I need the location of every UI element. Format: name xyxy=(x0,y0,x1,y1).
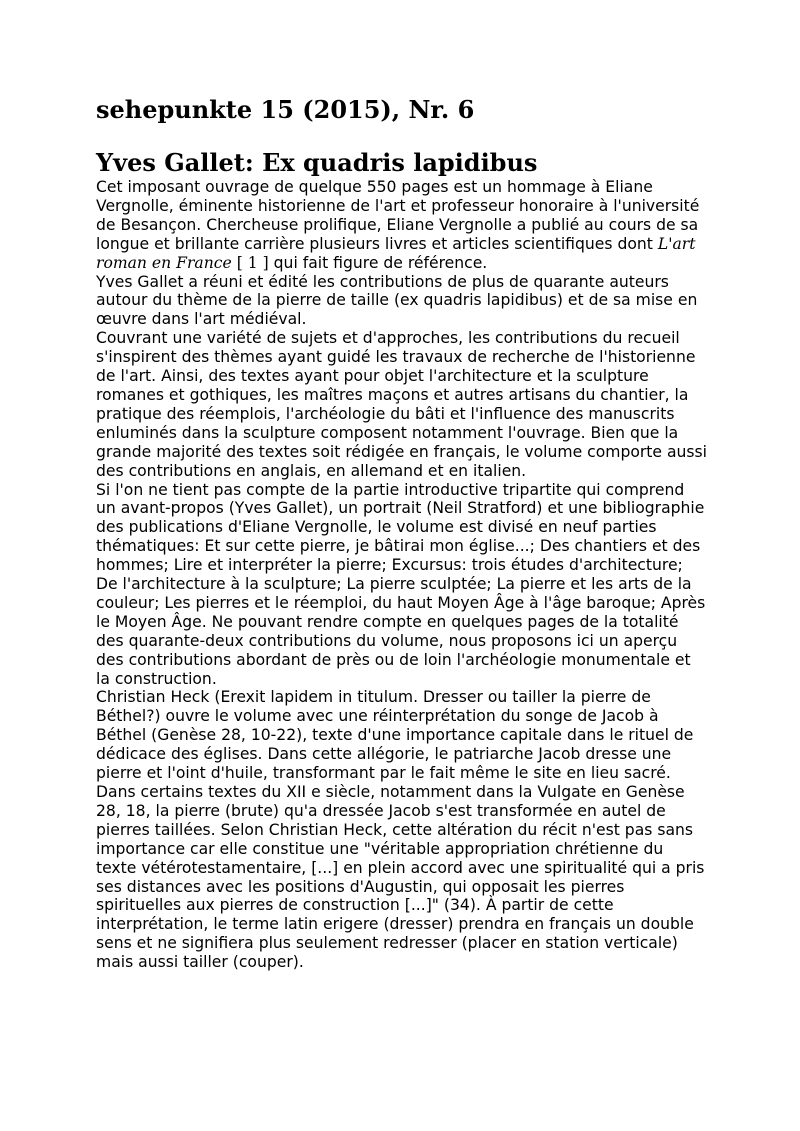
article-title: Yves Gallet: Ex quadris lapidibus xyxy=(96,148,538,177)
paragraph-editor: Yves Gallet a réuni et édité les contributions de plus de quarante auteurs autour du thème de la pierre de taille (ex quadris lapidibus) et de sa mise en œuvre dans l'art médiéval. xyxy=(96,272,698,329)
footnote-reference[interactable]: [ 1 ] xyxy=(231,253,274,272)
paragraph-themes: Couvrant une variété de sujets et d'approches, les contributions du recueil s'inspirent des thèmes ayant guidé les travaux de recherche de l'historienne de l'art. Ainsi, des textes ayant pour objet l'architecture et la sculpture romanes et gothiques, les maîtres maçons et autres artisans du chantier, la pratique des réemplois, l'archéologie du bâti et l'influence des manuscrits enluminés dans la sculpture composent notamment l'ouvrage. Bien que la grande majorité des textes soit rédigée en français, le volume comporte aussi des contributions en anglais, en allemand et en italien. xyxy=(96,329,707,480)
document-page xyxy=(96,92,708,972)
paragraph-intro-text-end: qui fait figure de référence. xyxy=(273,253,488,272)
journal-issue-heading: sehepunkte 15 (2015), Nr. 6 xyxy=(96,95,475,124)
book-title-italic: L'art roman en France xyxy=(96,234,696,272)
paragraph-structure: Si l'on ne tient pas compte de la partie introductive tripartite qui comprend un avant-propos (Yves Gallet), un portrait (Neil Stratford) et une bibliographie des publications d'Eliane Vergnolle, le volume est divisé en neuf parties thématiques: Et sur cette pierre, je bâtirai mon église...; Des chantiers et des hommes; Lire et interpréter la pierre; Excursus: trois études d'architecture; De l'architecture à la sculpture; La pierre sculptée; La pierre et les arts de la couleur; Les pierres et le réemploi, du haut Moyen Âge à l'âge baroque; Après le Moyen Âge. Ne pouvant rendre compte en quelques pages de la totalité des quarante-deux contributions du volume, nous proposons ici un aperçu des contributions abordant de près ou de loin l'archéologie monumentale et la construction. xyxy=(96,480,706,688)
paragraph-heck: Christian Heck (Erexit lapidem in titulum. Dresser ou tailler la pierre de Béthel?) ouvre le volume avec une réinterprétation du songe de Jacob à Béthel (Genèse 28, 10-22), texte d'une importance capitale dans le rituel de dédicace des églises. Dans cette allégorie, le patriarche Jacob dresse une pierre et l'oint d'huile, transformant par le fait même le site en lieu sacré. Dans certains textes du XII e siècle, notamment dans la Vulgate en Genèse 28, 18, la pierre (brute) qu'a dressée Jacob s'est transformée en autel de pierres taillées. Selon Christian Heck, cette altération du récit n'est pas sans importance car elle constitue une "véritable appropriation chrétienne du texte vétérotestamentaire, [...] en plein accord avec une spiritualité qui a pris ses distances avec les positions d'Augustin, qui opposait les pierres spirituelles aux pierres de construction [...]" (34). À partir de cette interprétation, le terme latin erigere (dresser) prendra en français un double sens et ne signifiera plus seulement redresser (placer en station verticale) mais aussi tailler (couper). xyxy=(96,688,705,972)
paragraph-intro-text: Cet imposant ouvrage de quelque 550 pages est un hommage à Eliane Vergnolle, éminente historienne de l'art et professeur honoraire à l'université de Besançon. Chercheuse prolifique, Eliane Vergnolle a publié au cours de sa longue et brillante carrière plusieurs livres et articles scientifiques dont xyxy=(96,178,700,253)
paragraph-intro xyxy=(96,178,708,273)
